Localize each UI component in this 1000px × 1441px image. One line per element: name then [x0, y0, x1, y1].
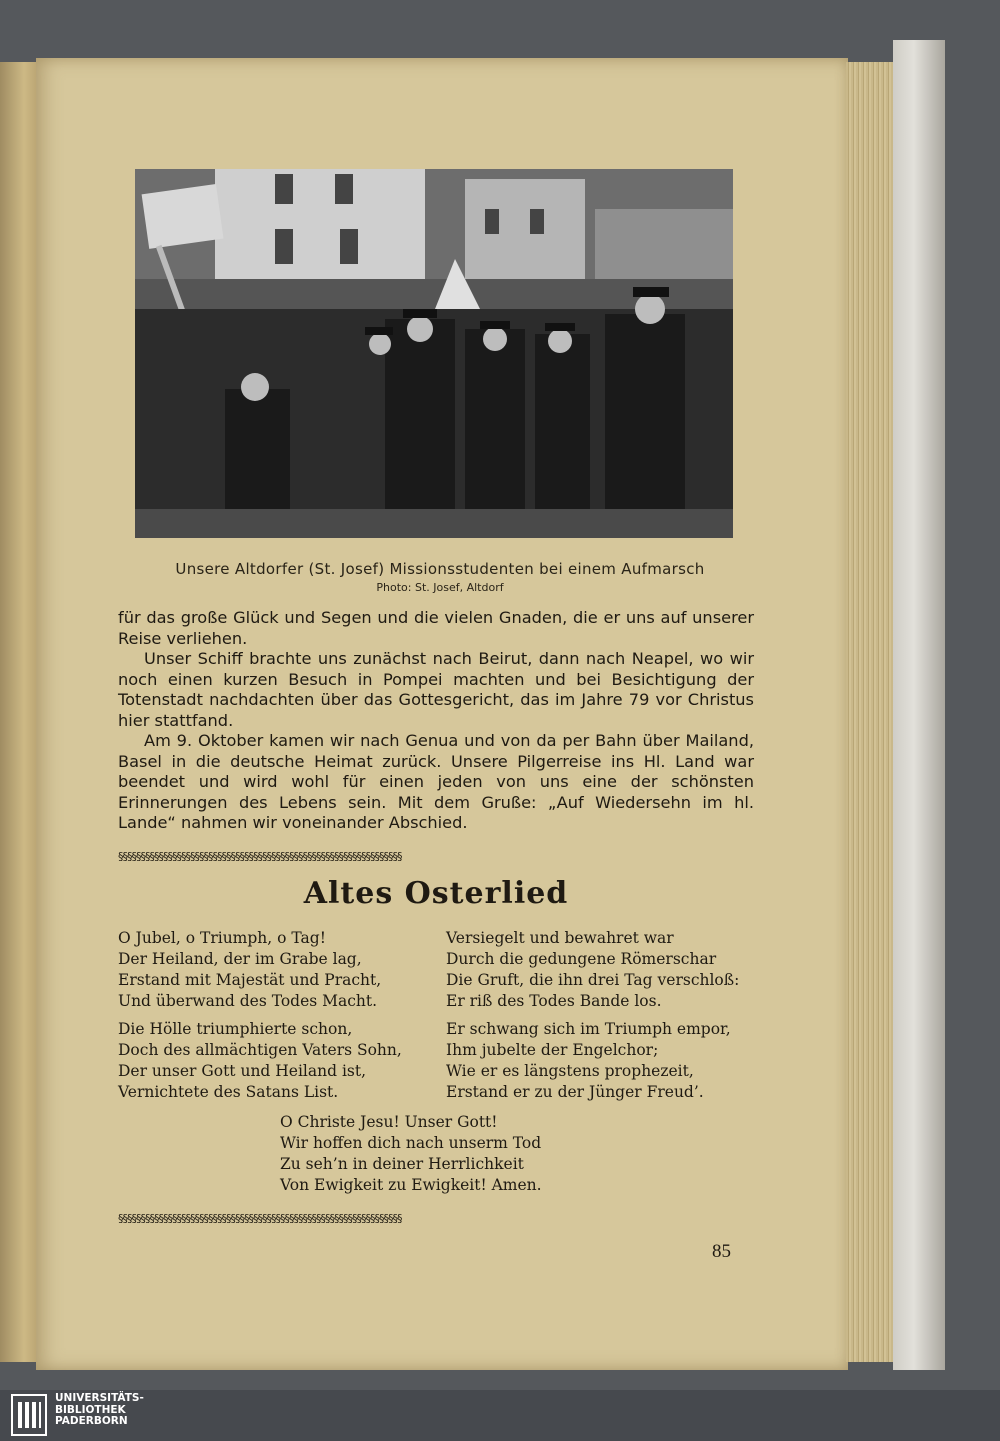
ornament-divider-bottom: §§§§§§§§§§§§§§§§§§§§§§§§§§§§§§§§§§§§§§§§§§§§§§§§§§§§§§§§§§§§§§§	[118, 1212, 402, 1224]
ornament-divider-top: §§§§§§§§§§§§§§§§§§§§§§§§§§§§§§§§§§§§§§§§§§§§§§§§§§§§§§§§§§§§§§§	[118, 850, 402, 862]
footer-bar	[0, 1390, 1000, 1441]
stanza-2-right	[446, 1019, 731, 1103]
photo-illustration	[135, 169, 733, 538]
verse-line: Und überwand des Todes Macht.	[118, 992, 378, 1010]
photo-credit: Photo: St. Josef, Altdorf	[376, 581, 504, 594]
stanza-1-right	[446, 928, 739, 1012]
verse-line: Ihm jubelte der Engelchor;	[446, 1041, 659, 1059]
verse-line: Die Hölle triumphierte schon,	[118, 1020, 353, 1038]
verse-line: Durch die gedungene Römerschar	[446, 950, 717, 968]
left-page-edge	[0, 62, 40, 1362]
library-logo-icon	[10, 1393, 48, 1437]
verse-line: Wir hoffen dich nach unserm Tod	[280, 1134, 542, 1152]
verse-line: Die Gruft, die ihn drei Tag verschloß:	[446, 971, 740, 989]
stanza-2-left	[118, 1019, 402, 1103]
verse-line: Erstand er zu der Jünger Freud’.	[446, 1083, 704, 1101]
paragraph-1: für das große Glück und Segen und die vielen Gnaden, die er uns auf unserer Reise verliehen.	[118, 608, 754, 648]
verse-line: Von Ewigkeit zu Ewigkeit! Amen.	[280, 1176, 542, 1194]
stanza-1-left	[118, 928, 381, 1012]
book-cover	[893, 40, 945, 1370]
verse-line: O Jubel, o Triumph, o Tag!	[118, 929, 326, 947]
article-text	[118, 608, 754, 834]
paragraph-2: Unser Schiff brachte uns zunächst nach Beirut, dann nach Neapel, wo wir noch einen kurzen Besuch in Pompei machten und bei Besichtigung der Totenstadt nachdachten über das Gottesgericht, das im Jahre 79 vor Christus hier stattfand.	[118, 649, 754, 730]
library-name-line-2: BIBLIOTHEK	[55, 1403, 126, 1416]
verse-line: Er schwang sich im Triumph empor,	[446, 1020, 731, 1038]
library-name-line-3: PADERBORN	[55, 1415, 128, 1427]
paragraph-3: Am 9. Oktober kamen wir nach Genua und von da per Bahn über Mailand, Basel in die deutsche Heimat zurück. Unsere Pilgerreise ins Hl. Land war beendet und wird wohl für einen jeden von uns eine der schönsten Erinnerungen des Lebens sein. Mit dem Gruße: „Auf Wiedersehn im hl. Lande“ nahmen wir voneinander Abschied.	[118, 731, 754, 832]
verse-line: Vernichtete des Satans List.	[118, 1083, 339, 1101]
library-name-line-1: UNIVERSITÄTS-	[55, 1392, 144, 1404]
stanza-3	[280, 1112, 542, 1196]
library-name	[55, 1393, 144, 1428]
verse-line: Der unser Gott und Heiland ist,	[118, 1062, 367, 1080]
verse-line: Versiegelt und bewahret war	[446, 929, 674, 947]
poem-title: Altes Osterlied	[303, 876, 569, 911]
verse-line: O Christe Jesu! Unser Gott!	[280, 1113, 498, 1131]
verse-line: Wie er es längstens prophezeit,	[446, 1062, 694, 1080]
verse-line: Er riß des Todes Bande los.	[446, 992, 662, 1010]
page-edges	[846, 62, 894, 1362]
verse-line: Erstand mit Majestät und Pracht,	[118, 971, 382, 989]
photo-caption: Unsere Altdorfer (St. Josef) Missionsstudenten bei einem Aufmarsch	[175, 560, 705, 578]
verse-line: Zu seh’n in deiner Herrlichkeit	[280, 1155, 524, 1173]
verse-line: Doch des allmächtigen Vaters Sohn,	[118, 1041, 402, 1059]
verse-line: Der Heiland, der im Grabe lag,	[118, 950, 362, 968]
page-number: 85	[712, 1241, 731, 1262]
procession-photo	[135, 169, 733, 538]
